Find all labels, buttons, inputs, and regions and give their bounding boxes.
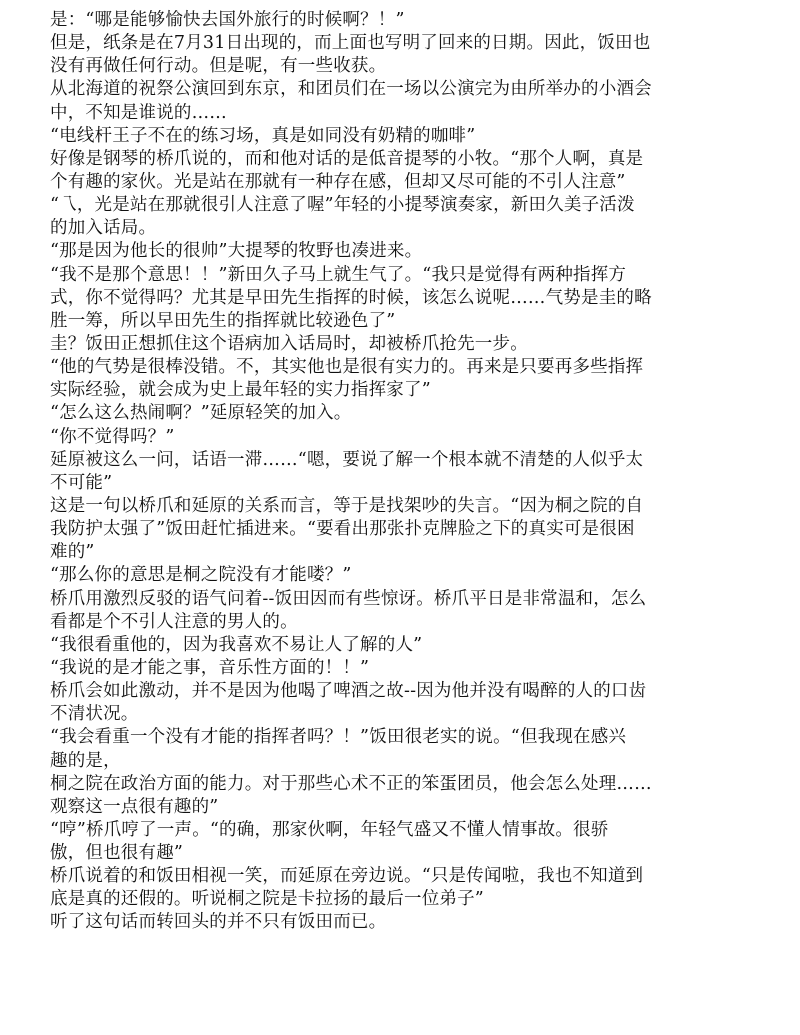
text-line: 是：“哪是能够愉快去国外旅行的时候啊？！” (50, 10, 405, 30)
text-line: “我很看重他的，因为我喜欢不易让人了解的人” (50, 634, 423, 655)
text-line: 中，不知是谁说的…… (50, 102, 227, 123)
text-line: 桥爪会如此激动，并不是因为他喝了啤酒之故--因为他并没有喝醉的人的口齿 (50, 681, 647, 702)
text-line: 不可能” (50, 472, 113, 493)
text-line: 的加入话局。 (50, 218, 157, 239)
text-line: “我说的是才能之事，音乐性方面的！！” (50, 657, 370, 678)
text-line: 桥爪说着的和饭田相视一笑，而延原在旁边说。“只是传闻啦，我也不知道到 (50, 866, 644, 887)
text-line: 这是一句以桥爪和延原的关系而言，等于是找架吵的失言。“因为桐之院的自 (50, 495, 644, 516)
text-line: 难的” (50, 542, 95, 563)
text-line: 胜一筹，所以早田先生的指挥就比较逊色了” (50, 310, 396, 331)
text-line: 趣的是， (50, 750, 121, 771)
text-line: 延原被这么一问，话语一滞……“嗯，要说了解一个根本就不清楚的人似乎太 (50, 449, 644, 470)
text-line: 听了这句话而转回头的并不只有饭田而已。 (50, 912, 387, 933)
text-line: “我会看重一个没有才能的指挥者吗？！”饭田很老实的说。“但我现在感兴 (50, 727, 627, 748)
text-line: “那是因为他长的很帅”大提琴的牧野也凑进来。 (50, 241, 423, 262)
text-line: “哼”桥爪哼了一声。“的确，那家伙啊，年轻气盛又不懂人情事故。很骄 (50, 819, 609, 840)
text-line: 但是，纸条是在7月31日出现的，而上面也写明了回来的日期。因此，饭田也 (50, 33, 651, 54)
text-line: 从北海道的祝祭公演回到东京，和团员们在一场以公演完为由所举办的小酒会 (50, 79, 652, 100)
text-line: “电线杆王子不在的练习场，真是如同没有奶精的咖啡” (50, 125, 476, 146)
text-line: 实际经验，就会成为史上最年轻的实力指挥家了” (50, 380, 431, 401)
text-line: “他的气势是很棒没错。不，其实他也是很有实力的。再来是只要再多些指挥 (50, 357, 644, 378)
text-line: 我防护太强了”饭田赶忙插进来。“要看出那张扑克牌脸之下的真实可是很困 (50, 519, 635, 540)
text-line: 傲，但也很有趣” (50, 843, 184, 864)
document-body (50, 9, 760, 935)
text-line: “我不是那个意思！！”新田久子马上就生气了。“我只是觉得有两种指挥方 (50, 264, 627, 285)
text-line: “你不觉得吗？” (50, 426, 175, 447)
text-line: 好像是钢琴的桥爪说的，而和他对话的是低音提琴的小牧。“那个人啊，真是 (50, 148, 644, 169)
text-line: 底是真的还假的。听说桐之院是卡拉扬的最后一位弟子” (50, 889, 484, 910)
text-line: 桥爪用激烈反驳的语气问着--饭田因而有些惊讶。桥爪平日是非常温和，怎么 (50, 588, 647, 609)
text-line: 不清状况。 (50, 704, 139, 725)
text-line: 观察这一点很有趣的” (50, 796, 219, 817)
text-line: 没有再做任何行动。但是呢，有一些收获。 (50, 56, 387, 77)
text-line: “乁，光是站在那就很引人注意了喔”年轻的小提琴演奏家，新田久美子活泼 (50, 195, 635, 216)
text-line: 圭？饭田正想抓住这个语病加入话局时，却被桥爪抢先一步。 (50, 333, 528, 354)
text-line: “怎么这么热闹啊？”延原轻笑的加入。 (50, 403, 352, 424)
text-line: 桐之院在政治方面的能力。对于那些心术不正的笨蛋团员，他会怎么处理…… (50, 773, 652, 794)
text-line: “那么你的意思是桐之院没有才能喽？” (50, 565, 352, 586)
text-line: 个有趣的家伙。光是站在那就有一种存在感，但却又尽可能的不引人注意” (50, 171, 626, 192)
text-line: 看都是个不引人注意的男人的。 (50, 611, 298, 632)
text-line: 式，你不觉得吗？尤其是早田先生指挥的时候，该怎么说呢……气势是圭的略 (50, 287, 652, 308)
